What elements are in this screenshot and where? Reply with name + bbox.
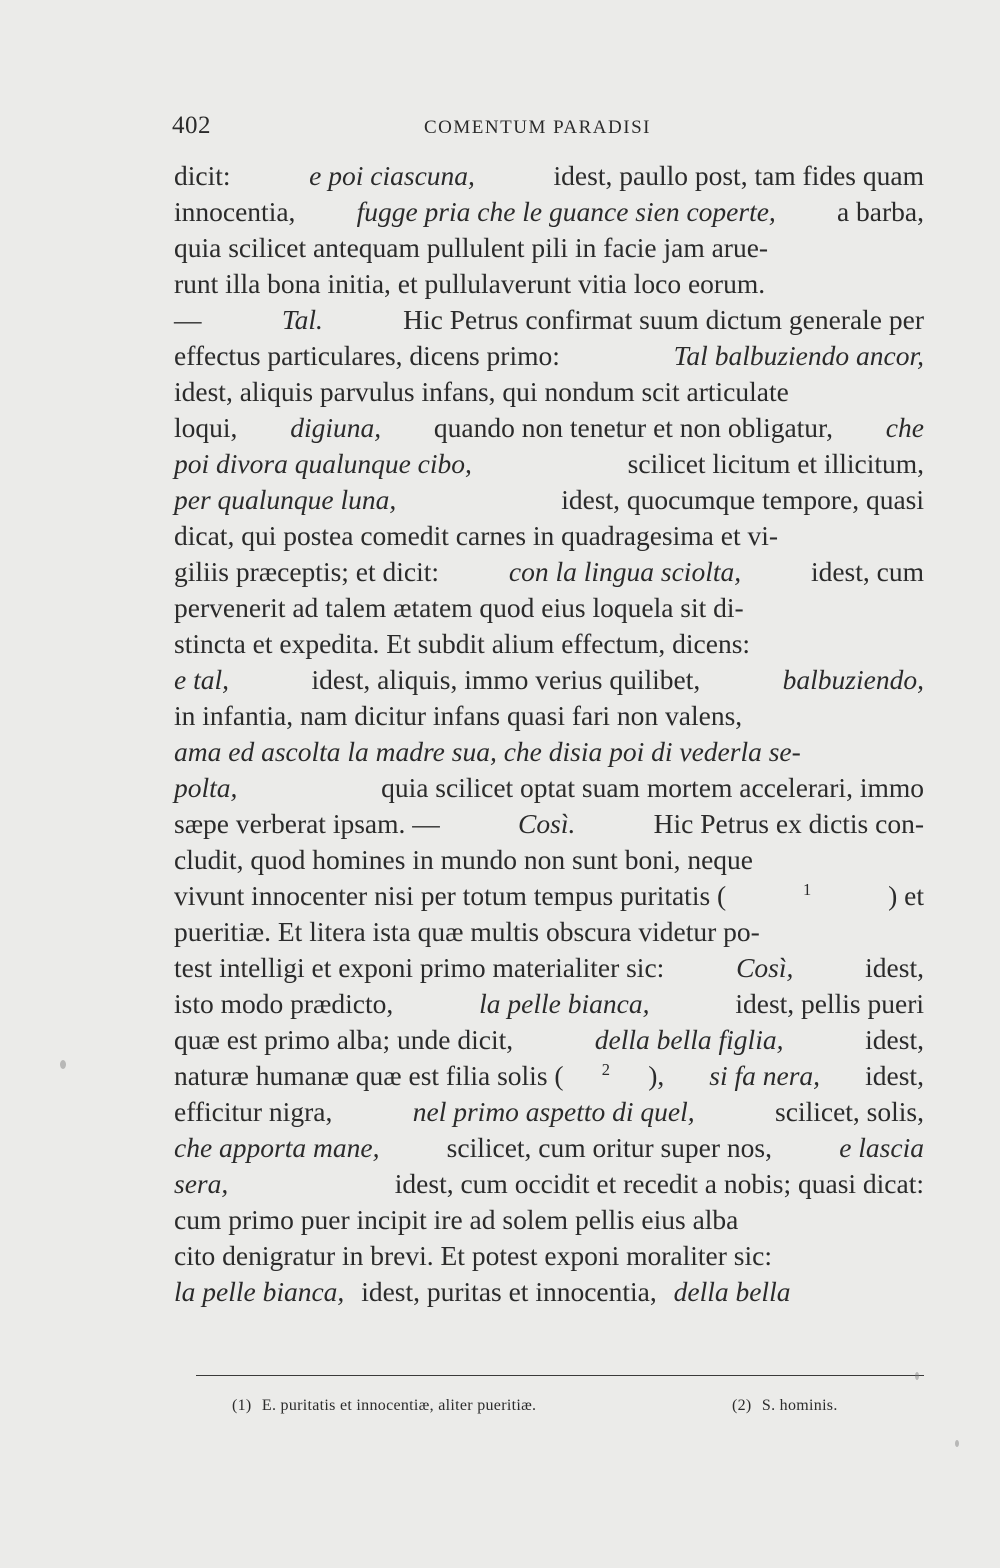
text-line (174, 842, 924, 878)
text-segment: naturæ humanæ quæ est filia solis ( (174, 1060, 564, 1091)
text-segment: — (174, 304, 209, 335)
italic-text: e lascia (839, 1132, 924, 1163)
italic-text: e tal, (174, 664, 229, 695)
text-segment: cludit, quod homines in mundo non sunt boni, neque (174, 844, 753, 875)
footnote-reference-number: 1 (803, 879, 812, 899)
italic-text: ama ed ascolta la madre sua, che disia poi di vederla se- (174, 736, 801, 767)
paper-speck (955, 1440, 959, 1447)
text-segment: idest, (858, 1060, 924, 1091)
italic-text: della bella (673, 1276, 791, 1307)
text-segment: quando non tenetur et non obligatur, (427, 412, 840, 443)
footnote-1 (232, 1397, 536, 1415)
text-segment: Hic Petrus confirmat suum dictum generale per (396, 304, 924, 335)
text-segment: pervenerit ad talem ætatem quod eius loquela sit di- (174, 592, 744, 623)
italic-text: digiuna, (290, 412, 382, 443)
text-line (174, 734, 924, 770)
text-line (174, 1274, 924, 1310)
text-segment: giliis præceptis; et dicit: (174, 556, 446, 587)
text-line (174, 1022, 924, 1058)
text-segment: idest, cum (804, 556, 924, 587)
text-segment: test intelligi et exponi primo materialiter sic: (174, 952, 672, 983)
text-segment: idest, aliquis parvulus infans, qui nondum scit articulate (174, 376, 789, 407)
text-segment: pueritiæ. Et litera ista quæ multis obscura videtur po- (174, 916, 760, 947)
paper-speck (915, 1372, 919, 1380)
page-number: 402 (172, 112, 211, 139)
text-line (174, 554, 924, 590)
text-segment: quæ est primo alba; unde dicit, (174, 1024, 520, 1055)
text-segment: scilicet, solis, (768, 1096, 924, 1127)
text-segment: idest, paullo post, tam fides quam (546, 160, 924, 191)
italic-text: polta, (174, 772, 238, 803)
footnote-reference (602, 1058, 610, 1094)
text-line (174, 194, 924, 230)
text-line (174, 374, 924, 410)
text-line (174, 770, 924, 806)
body-text (174, 158, 924, 1310)
text-segment: scilicet, cum oritur super nos, (439, 1132, 779, 1163)
italic-text: poi divora qualunque cibo, (174, 448, 472, 479)
text-line (174, 1238, 924, 1274)
running-title: COMENTUM PARADISI (424, 117, 651, 138)
italic-text: con la lingua sciolta, (508, 556, 742, 587)
italic-text: la pelle bianca, (479, 988, 650, 1019)
text-line (174, 518, 924, 554)
text-segment: dicat, qui postea comedit carnes in quadragesima et vi- (174, 520, 779, 551)
text-line (174, 590, 924, 626)
italic-text: e poi ciascuna, (309, 160, 475, 191)
text-segment: idest, aliquis, immo verius quilibet, (304, 664, 708, 695)
text-segment: a barba, (830, 196, 924, 227)
text-segment: idest, cum occidit et recedit a nobis; quasi dicat: (387, 1168, 924, 1199)
footnote-rule (196, 1375, 924, 1376)
text-line (174, 1094, 924, 1130)
italic-text: Così. (518, 808, 576, 839)
text-segment: isto modo prædicto, (174, 988, 401, 1019)
text-line (174, 158, 924, 194)
text-segment: cito denigratur in brevi. Et potest exponi moraliter sic: (174, 1240, 772, 1271)
text-segment: in infantia, nam dicitur infans quasi fari non valens, (174, 700, 743, 731)
text-segment: ) et (888, 880, 924, 911)
text-line (174, 302, 924, 338)
text-segment: vivunt innocenter nisi per totum tempus puritatis ( (174, 880, 727, 911)
footnote-2-text: S. hominis. (761, 1397, 838, 1414)
text-segment: sæpe verberat ipsam. — (174, 808, 447, 839)
paper-speck (60, 1060, 66, 1069)
italic-text: che (885, 412, 924, 443)
text-line (174, 806, 924, 842)
text-segment: dicit: (174, 160, 238, 191)
page-header (172, 112, 924, 152)
footnote-reference-number: 2 (601, 1059, 610, 1079)
footnote-2-marker: (2) (732, 1397, 752, 1414)
text-segment: innocentia, (174, 196, 303, 227)
italic-text: per qualunque luna, (174, 484, 397, 515)
footnote-reference (803, 878, 811, 914)
text-line (174, 266, 924, 302)
footnote-2 (732, 1397, 838, 1415)
italic-text: Così, (736, 952, 794, 983)
text-segment: Hic Petrus ex dictis con- (646, 808, 924, 839)
italic-text: che apporta mane, (174, 1132, 380, 1163)
text-line (174, 1166, 924, 1202)
text-segment: loqui, (174, 412, 245, 443)
text-segment: stincta et expedita. Et subdit alium effectum, dicens: (174, 628, 751, 659)
text-line (174, 446, 924, 482)
text-line (174, 950, 924, 986)
text-line (174, 338, 924, 374)
text-line (174, 482, 924, 518)
italic-text: Tal. (281, 304, 323, 335)
italic-text: fugge pria che le guance sien coperte, (356, 196, 776, 227)
italic-text: la pelle bianca, (174, 1276, 345, 1307)
text-segment: efficitur nigra, (174, 1096, 340, 1127)
text-line (174, 626, 924, 662)
text-segment: quia scilicet antequam pullulent pili in facie jam arue- (174, 232, 769, 263)
text-segment: idest, (858, 1024, 924, 1055)
text-line (174, 410, 924, 446)
italic-text: della bella figlia, (594, 1024, 784, 1055)
italic-text: Tal balbuziendo ancor, (673, 340, 924, 371)
text-segment: ), (648, 1060, 672, 1091)
text-segment: idest, (858, 952, 924, 983)
text-segment: effectus particulares, dicens primo: (174, 340, 567, 371)
text-line (174, 878, 924, 914)
text-segment: runt illa bona initia, et pullulaverunt vitia loco eorum. (174, 268, 766, 299)
italic-text: nel primo aspetto di quel, (412, 1096, 695, 1127)
text-segment: scilicet licitum et illicitum, (620, 448, 924, 479)
italic-text: balbuziendo, (782, 664, 924, 695)
footnote-1-text: E. puritatis et innocentiæ, aliter pueritiæ. (261, 1397, 537, 1414)
text-segment: quia scilicet optat suam mortem accelerari, immo (374, 772, 924, 803)
italic-text: sera, (174, 1168, 229, 1199)
text-segment: idest, pellis pueri (728, 988, 924, 1019)
text-line (174, 662, 924, 698)
text-line (174, 914, 924, 950)
text-line (174, 1058, 924, 1094)
text-line (174, 986, 924, 1022)
text-line (174, 1130, 924, 1166)
text-line (174, 698, 924, 734)
italic-text: si fa nera, (709, 1060, 821, 1091)
text-line (174, 230, 924, 266)
footnote-1-marker: (1) (232, 1397, 252, 1414)
text-segment: cum primo puer incipit ire ad solem pellis eius alba (174, 1204, 739, 1235)
text-segment: idest, puritas et innocentia, (354, 1276, 664, 1307)
text-segment: idest, quocumque tempore, quasi (554, 484, 924, 515)
text-line (174, 1202, 924, 1238)
